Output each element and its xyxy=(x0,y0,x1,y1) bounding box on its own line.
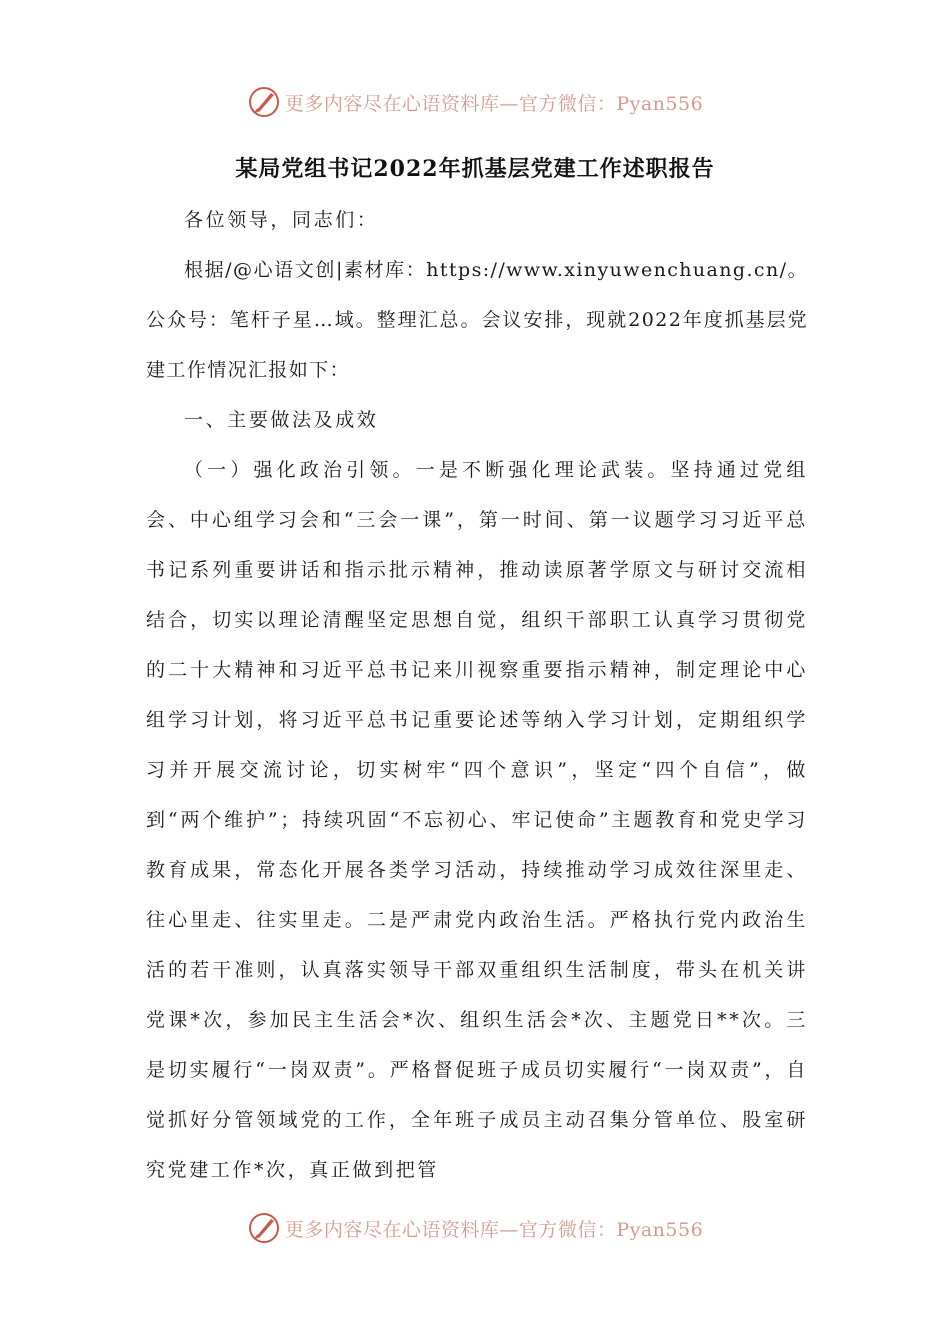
watermark-text: 更多内容尽在心语资料库—官方微信：Pyan556 xyxy=(284,92,704,115)
body-paragraph: （一）强化政治引领。一是不断强化理论武装。坚持通过党组会、中心组学习会和“三会一课”，第一时间、第一议题学习习近平总书记系列重要讲话和指示批示精神，推动读原著学原文与研讨交流相结合，切实以理论清醒坚定思想自觉，组织干部职工认真学习贯彻党的二十大精神和习近平总书记来川视察重要指示精神，制定理论中心组学习计划，将习近平总书记重要论述等纳入学习计划，定期组织学习并开展交流讨论，切实树牢“四个意识”，坚定“四个自信”，做到“两个维护”；持续巩固“不忘初心、牢记使命”主题教育和党史学习教育成果，常态化开展各类学习活动，持续推动学习成效往深里走、往心里走、往实里走。二是严肃党内政治生活。严格执行党内政治生活的若干准则，认真落实领导干部双重组织生活制度，带头在机关讲党课*次，参加民主生活会*次、组织生活会*次、主题党日**次。三是切实履行“一岗双责”。严格督促班子成员切实履行“一岗双责”，自觉抓好分管领域党的工作，全年班子成员主动召集分管单位、股室研究党建工作*次，真正做到把管 xyxy=(146,459,808,1181)
intro-paragraph: 根据/@心语文创|素材库：https://www.xinyuwenchuang.cn/。公众号：笔杆子星…域。整理汇总。会议安排，现就2022年度抓基层党建工作情况汇报如下： xyxy=(146,259,808,381)
document-body xyxy=(146,195,808,1195)
salutation: 各位领导，同志们： xyxy=(184,209,379,231)
watermark-banner-top xyxy=(0,82,950,122)
watermark-banner-bottom xyxy=(0,1208,950,1248)
quill-pen-circle-icon xyxy=(247,1211,281,1245)
watermark-text: 更多内容尽在心语资料库—官方微信：Pyan556 xyxy=(284,1218,704,1241)
quill-pen-circle-icon xyxy=(247,85,281,119)
section-heading: 一、主要做法及成效 xyxy=(184,409,379,431)
document-title: 某局党组书记2022年抓基层党建工作述职报告 xyxy=(235,156,715,182)
